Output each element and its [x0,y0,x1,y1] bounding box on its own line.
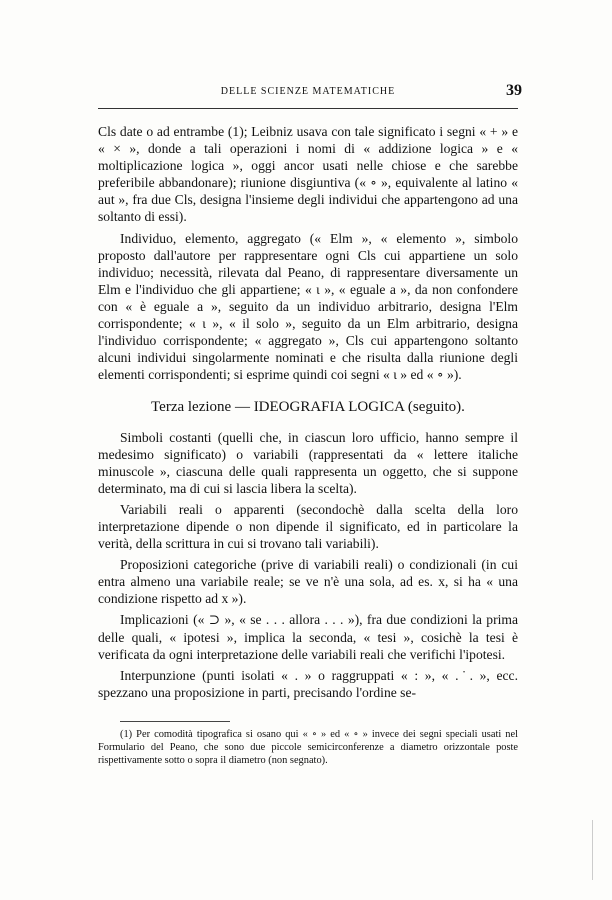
paragraph-interpunzione: Interpunzione (punti isolati « . » o raggruppati « : », « .˙. », ecc. spezzano una proposizione in parti, precisando l'ordine se- [98,667,518,700]
footnote-rule [120,721,230,722]
paragraph-individuo: Individuo, elemento, aggregato (« Elm », « elemento », simbolo proposto dall'autore per rappresentare ogni Cls cui appartiene un solo individuo; necessità, rilevata dal Peano, di rappresentare diversamente un Elm e l'individuo che gli appartiene; « ι », « eguale a », da non confondere con « è eguale a », seguito da un individuo arbitrario, designa l'Elm corrispondente; « ɩ », « il solo », seguito da un Elm arbitrario, designa l'individuo corrispondente; « aggregato », Cls cui appartengono soltanto alcuni individui singolarmente nominati e che risulta dalla riunione degli elementi corrispondenti; si esprime quindi coi segni « ι » ed « ∘ »). [98,230,518,383]
paragraph-simboli: Simboli costanti (quelli che, in ciascun loro ufficio, hanno sempre il medesimo significato) o variabili (rappresentati da « lettere italiche minuscole », ciascuna delle quali rappresenta un oggetto, che si suppone determinato, ma di cui si lascia libera la scelta). [98,429,518,496]
page-number: 39 [506,82,522,99]
paragraph-variabili: Variabili reali o apparenti (secondochè dalla scelta della loro interpretazione dipende o non dipende il significato, ed in particolare la verità, della scrittura in cui si trovano tali variabili). [98,501,518,552]
paragraph-implicazioni: Implicazioni (« ⊃ », « se . . . allora . . . »), fra due condizioni la prima delle quali, « ipotesi », implica la seconda, « tesi », cosichè la tesi è verificata da ogni interpretazione delle variabili reali che verifichi l'ipotesi. [98,612,518,662]
header-rule [98,108,518,109]
page [98,82,522,767]
paragraph-proposizioni: Proposizioni categoriche (prive di variabili reali) o condizionali (in cui entra almeno una variabile reale; se ve n'è una sola, ad es. x, si ha « una condizione rispetto ad x »). [98,557,518,607]
page-edge-mark [592,820,593,880]
footnote: (1) Per comodità tipografica si osano qui « ∘ » ed « ∘ » invece dei segni speciali usati nel Formulario del Peano, che sono due piccole semicirconferenze a diametro orizzontale poste rispettivamente sotto o sopra il diametro (non segnato). [98,728,518,766]
section-title: Terza lezione — IDEOGRAFIA LOGICA (seguito). [151,399,465,416]
running-header [98,82,522,106]
paragraph-cls: Cls date o ad entrambe (1); Leibniz usava con tale significato i segni « + » e « × », donde a tali operazioni i nomi di « addizione logica » e « moltiplicazione logica », oggi ancor usati nelle chiose e che sarebbe preferibile abbandonare); riunione disgiuntiva (« ∘ », equivalente al latino « aut », fra due Cls, designa l'insieme degli individui che appartengono ad una soltanto di essi). [98,124,518,225]
running-title: DELLE SCIENZE MATEMATICHE [220,86,396,97]
